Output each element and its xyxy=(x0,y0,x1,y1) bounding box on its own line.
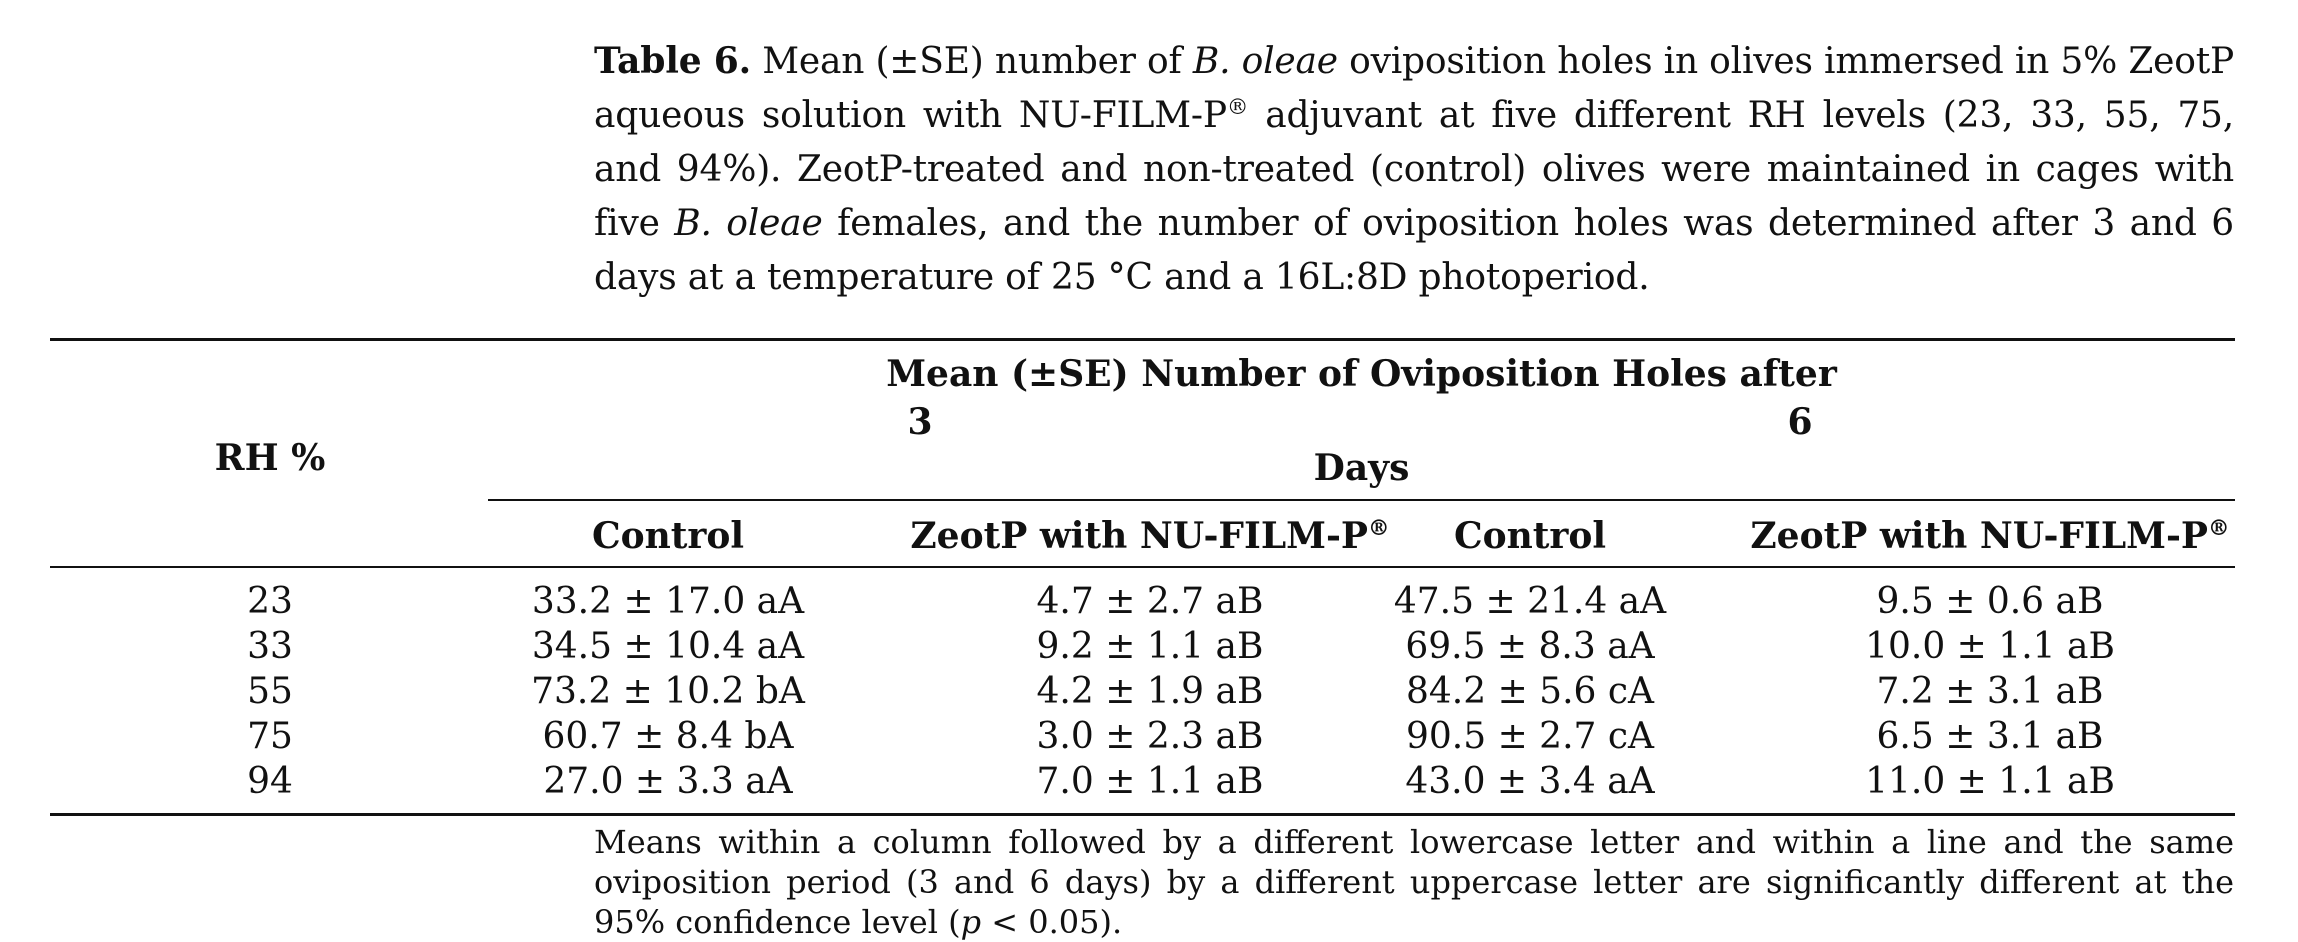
zeotp-3-cell: 3.0 ± 2.3 aB xyxy=(1036,716,1264,757)
control-3-cell: 33.2 ± 17.0 aA xyxy=(531,581,805,622)
col-header-zeotp-6-reg: ® xyxy=(2208,516,2230,542)
control-3-cell: 34.5 ± 10.4 aA xyxy=(531,626,805,667)
control-6-cell: 47.5 ± 21.4 aA xyxy=(1393,581,1667,622)
caption-species-1: B. oleae xyxy=(1192,41,1338,82)
zeotp-3-cell: 7.0 ± 1.1 aB xyxy=(1036,761,1264,802)
control-3-cell: 27.0 ± 3.3 aA xyxy=(543,761,793,802)
control-3-cell: 60.7 ± 8.4 bA xyxy=(542,716,794,757)
col-header-zeotp-3-reg: ® xyxy=(1368,516,1390,542)
table-caption xyxy=(594,34,2234,305)
col-header-zeotp-3-text: ZeotP with NU-FILM-P xyxy=(910,515,1369,557)
zeotp-3-cell: 4.2 ± 1.9 aB xyxy=(1036,671,1264,712)
footnote-p-symbol: p xyxy=(960,903,982,941)
footnote-text-2: < 0.05). xyxy=(981,903,1123,941)
caption-text-4: females, and the number of oviposition holes was determined after 3 and 6 days at a temperature of 25 °C and a 16L:8D photoperiod. xyxy=(594,203,2234,298)
col-header-control-3: Control xyxy=(591,515,745,557)
zeotp-3-cell: 9.2 ± 1.1 aB xyxy=(1036,626,1264,667)
zeotp-6-cell: 10.0 ± 1.1 aB xyxy=(1865,626,2115,667)
col-header-zeotp-6-text: ZeotP with NU-FILM-P xyxy=(1750,515,2209,557)
col-header-zeotp-3 xyxy=(860,514,1440,558)
caption-text-1: Mean (±SE) number of xyxy=(750,41,1193,82)
days-label: Days xyxy=(1313,447,1410,489)
footnote-text-1: Means within a column followed by a different lowercase letter and within a line and the same oviposition period (3 and 6 days) by a different uppercase letter are significantly different at the 95% confidence level ( xyxy=(594,823,2234,941)
col-header-control-6: Control xyxy=(1453,515,1607,557)
zeotp-6-cell: 9.5 ± 0.6 aB xyxy=(1876,581,2104,622)
control-3-cell: 73.2 ± 10.2 bA xyxy=(531,671,805,712)
caption-label: Table 6. xyxy=(594,40,751,82)
control-6-cell: 90.5 ± 2.7 cA xyxy=(1405,716,1655,757)
rh-cell: 23 xyxy=(247,581,293,622)
zeotp-6-cell: 11.0 ± 1.1 aB xyxy=(1865,761,2115,802)
control-6-cell: 43.0 ± 3.4 aA xyxy=(1405,761,1655,802)
zeotp-3-cell: 4.7 ± 2.7 aB xyxy=(1036,581,1264,622)
rh-cell: 94 xyxy=(247,761,293,802)
col-header-zeotp-6 xyxy=(1700,514,2280,558)
control-6-cell: 84.2 ± 5.6 cA xyxy=(1405,671,1655,712)
caption-text-2: oviposition holes in olives immersed in 5% ZeotP aqueous solution with NU-FILM-P xyxy=(594,41,2234,136)
table-bottom-rule xyxy=(50,813,2235,816)
rh-cell: 75 xyxy=(247,716,293,757)
header-sub-rule xyxy=(488,499,2235,501)
group-header: Mean (±SE) Number of Oviposition Holes after xyxy=(886,353,1837,395)
zeotp-6-cell: 6.5 ± 3.1 aB xyxy=(1876,716,2104,757)
rh-cell: 33 xyxy=(247,626,293,667)
table-footnote xyxy=(594,822,2234,942)
rh-header: RH % xyxy=(214,437,326,479)
rh-cell: 55 xyxy=(247,671,293,712)
caption-text-3: adjuvant at five different RH levels (23, 33, 55, 75, and 94%). ZeotP-treated and non-treated (control) olives were maintained in cages with five xyxy=(594,95,2234,244)
day6-header: 6 xyxy=(1787,401,1813,443)
control-6-cell: 69.5 ± 8.3 aA xyxy=(1405,626,1655,667)
table-top-rule xyxy=(50,338,2235,341)
caption-registered-mark: ® xyxy=(1226,95,1249,121)
header-bottom-rule xyxy=(50,566,2235,568)
zeotp-6-cell: 7.2 ± 3.1 aB xyxy=(1876,671,2104,712)
day3-header: 3 xyxy=(907,401,933,443)
caption-species-2: B. oleae xyxy=(674,203,823,244)
